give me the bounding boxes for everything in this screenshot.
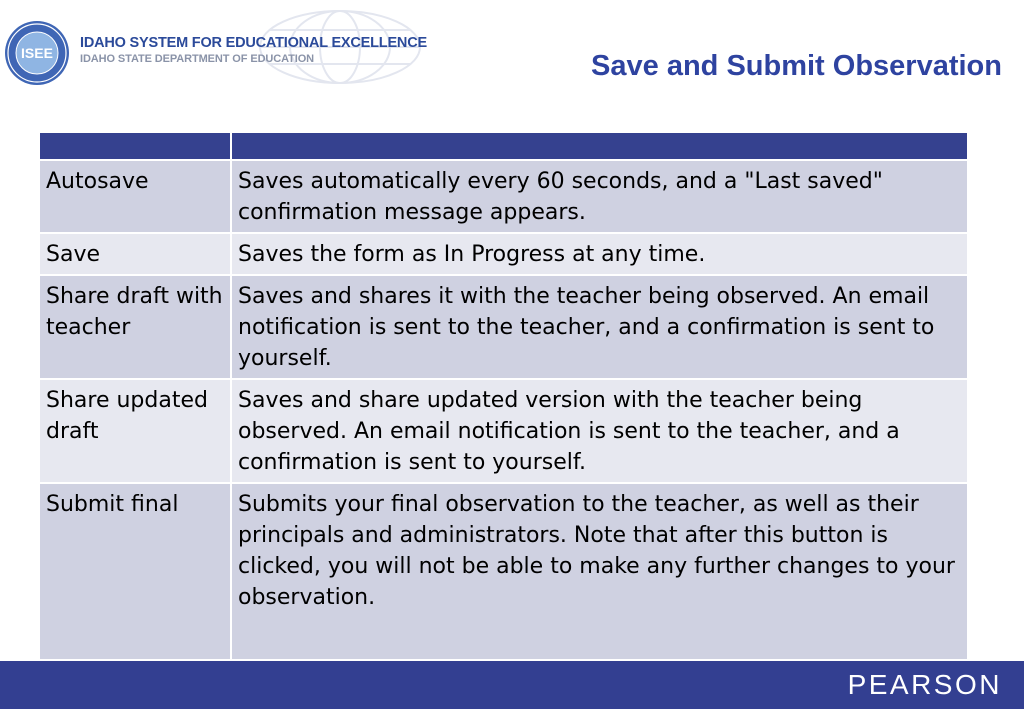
action-cell: Share updated draft (39, 379, 231, 483)
table-row (39, 379, 968, 483)
table-header-description (231, 132, 968, 160)
table-row (39, 275, 968, 379)
table-row (39, 233, 968, 275)
table-header-row (39, 132, 968, 160)
description-cell: Saves and share updated version with the teacher being observed. An email notification is sent to the teacher, and a confirmation is sent to yourself. (231, 379, 968, 483)
save-submit-table (38, 131, 969, 661)
action-cell: Submit final (39, 483, 231, 660)
isee-seal-icon (4, 20, 70, 86)
table-header-action (39, 132, 231, 160)
action-cell: Autosave (39, 160, 231, 233)
action-cell: Save (39, 233, 231, 275)
table-row (39, 483, 968, 660)
action-cell: Share draft with teacher (39, 275, 231, 379)
page-title: Save and Submit Observation (591, 50, 1002, 82)
pearson-logo: PEARSON (847, 669, 1002, 700)
logo-department: IDAHO STATE DEPARTMENT OF EDUCATION (80, 53, 315, 65)
table-row (39, 160, 968, 233)
description-cell: Submits your final observation to the teacher, as well as their principals and administrators. Note that after this button is clicked, you will not be able to make any further changes to your observation. (231, 483, 968, 660)
footer-bar (0, 661, 1024, 709)
description-cell: Saves automatically every 60 seconds, and a "Last saved" confirmation message appears. (231, 160, 968, 233)
logo-org-name: IDAHO SYSTEM FOR EDUCATIONAL EXCELLENCE (80, 35, 427, 51)
header (0, 0, 1024, 100)
description-cell: Saves and shares it with the teacher being observed. An email notification is sent to the teacher, and a confirmation is sent to yourself. (231, 275, 968, 379)
description-cell: Saves the form as In Progress at any time. (231, 233, 968, 275)
logo-badge: ISEE (21, 45, 53, 61)
